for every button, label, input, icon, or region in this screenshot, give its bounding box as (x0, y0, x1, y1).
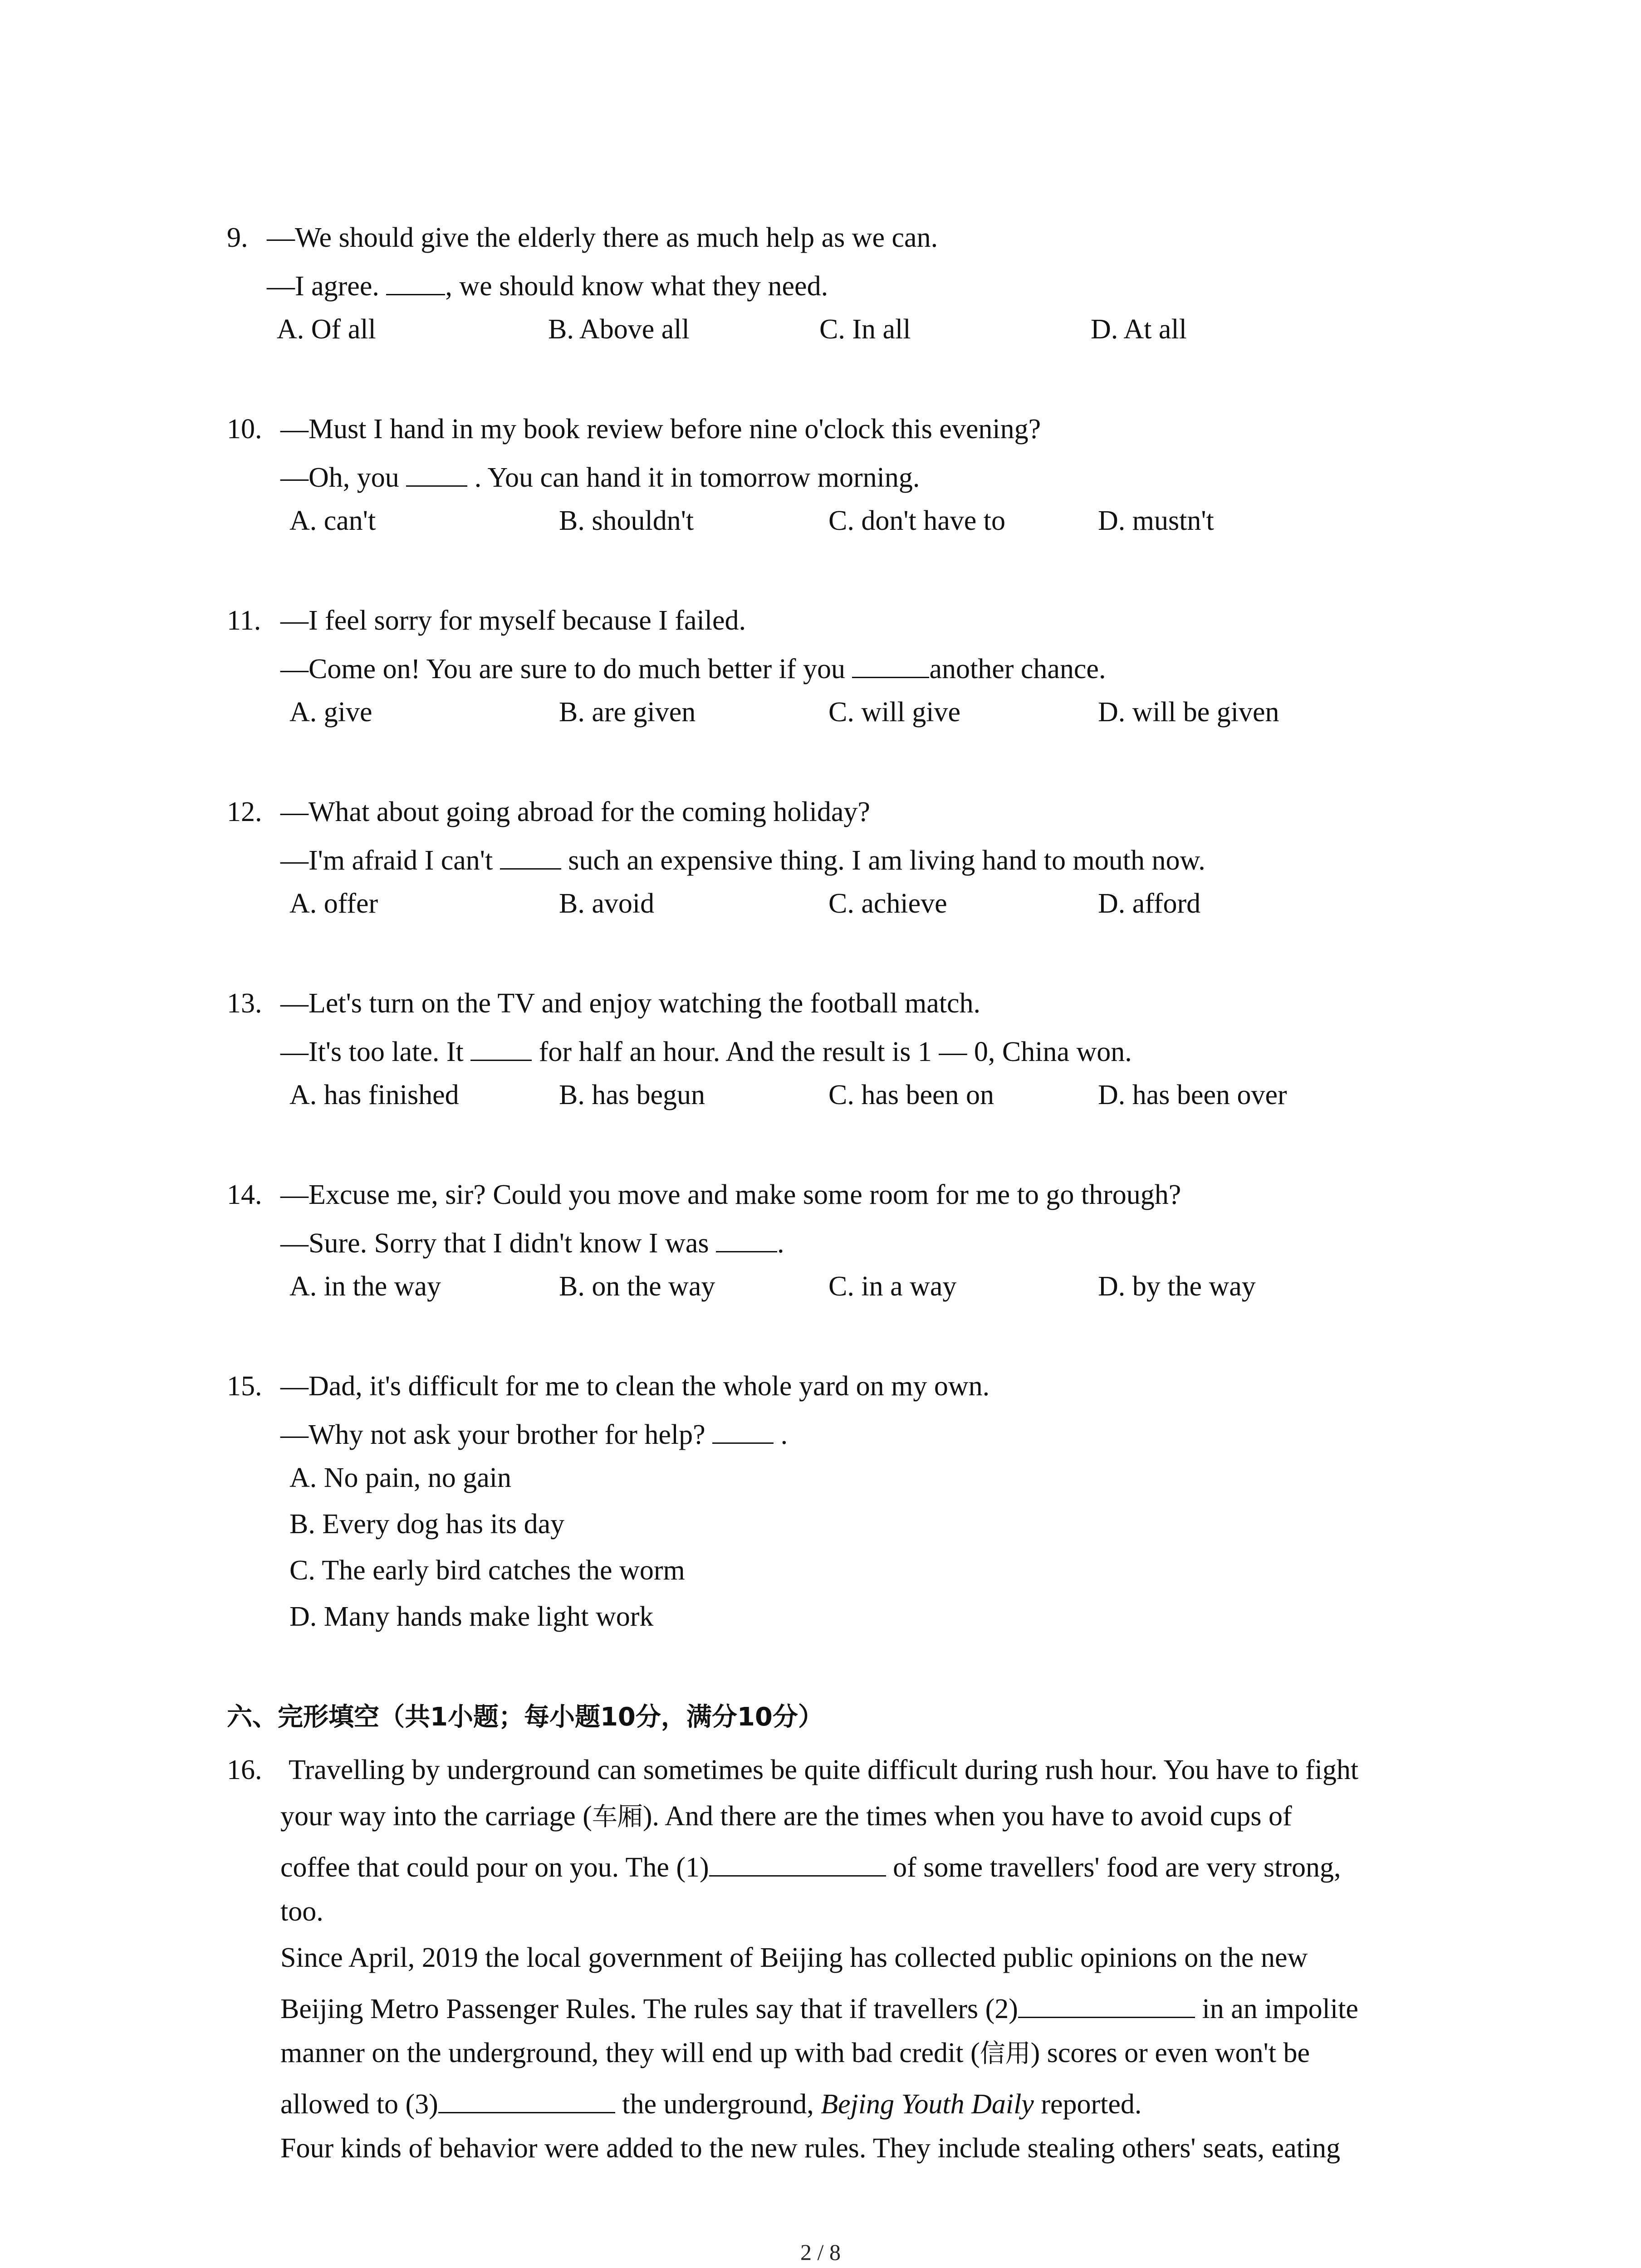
option-b: B. has begun (559, 1080, 705, 1110)
option-a: A. Of all (277, 314, 376, 345)
question-prompt: —Let's turn on the TV and enjoy watching the football match. (280, 988, 981, 1019)
answer-blank (438, 2086, 615, 2113)
answer-blank (470, 1033, 532, 1061)
question-number: 10. (227, 414, 262, 445)
option-d: D. has been over (1098, 1080, 1287, 1110)
option-a: A. has finished (289, 1080, 459, 1110)
question-prompt: —I feel sorry for myself because I failed. (280, 605, 746, 636)
option-a: A. give (289, 697, 372, 728)
passage-line: Four kinds of behavior were added to the new rules. They include stealing others' seats, eating (280, 2133, 1341, 2164)
question-number: 15. (227, 1371, 262, 1402)
page-indicator: 2 / 8 (800, 2239, 841, 2265)
option-c: C. will give (828, 697, 961, 728)
answer-blank (852, 650, 929, 678)
option-a: A. in the way (289, 1271, 441, 1302)
option-c: C. don't have to (828, 505, 1006, 536)
option-d: D. Many hands make light work (289, 1601, 654, 1632)
option-b: B. are given (559, 697, 696, 728)
passage-line: coffee that could pour on you. The (1) of some travellers' food are very strong, (280, 1849, 1341, 1884)
option-b: B. Every dog has its day (289, 1509, 565, 1540)
answer-blank (712, 1416, 774, 1444)
option-a: A. offer (289, 888, 378, 919)
option-b: B. Above all (548, 314, 690, 345)
question-number: 11. (227, 605, 261, 636)
question-prompt: —Excuse me, sir? Could you move and make some room for me to go through? (280, 1179, 1181, 1210)
option-c: C. in a way (828, 1271, 957, 1302)
option-c: C. In all (819, 314, 911, 345)
question-number: 13. (227, 988, 262, 1019)
option-d: D. by the way (1098, 1271, 1256, 1302)
passage-line: Since April, 2019 the local government of Beijing has collected public opinions on the new (280, 1942, 1308, 1973)
option-c: C. has been on (828, 1080, 994, 1110)
option-c: C. The early bird catches the worm (289, 1555, 685, 1586)
answer-blank (406, 459, 467, 487)
question-prompt: —Dad, it's difficult for me to clean the whole yard on my own. (280, 1371, 990, 1402)
question-number: 16. (227, 1755, 262, 1785)
answer-blank (709, 1849, 886, 1877)
question-response: —I agree. , we should know what they need. (267, 268, 828, 303)
option-d: D. mustn't (1098, 505, 1214, 536)
answer-blank (386, 268, 445, 295)
question-number: 9. (227, 222, 248, 253)
option-a: A. No pain, no gain (289, 1462, 512, 1493)
passage-line: allowed to (3) the underground, Bejing Youth Daily reported. (280, 2086, 1141, 2121)
question-response: —I'm afraid I can't such an expensive thing. I am living hand to mouth now. (280, 842, 1205, 877)
question-response: —Oh, you . You can hand it in tomorrow morning. (280, 459, 920, 494)
question-number: 14. (227, 1179, 262, 1210)
option-a: A. can't (289, 505, 376, 536)
passage-line: Travelling by underground can sometimes be quite difficult during rush hour. You have to fight (289, 1755, 1359, 1785)
option-d: D. afford (1098, 888, 1201, 919)
option-b: B. avoid (559, 888, 655, 919)
question-response: —Sure. Sorry that I didn't know I was . (280, 1225, 784, 1260)
section-heading: 六、完形填空（共1小题；每小题10分，满分10分） (227, 1702, 823, 1732)
option-d: D. will be given (1098, 697, 1279, 728)
option-b: B. shouldn't (559, 505, 694, 536)
answer-blank (1018, 1990, 1195, 2018)
option-c: C. achieve (828, 888, 947, 919)
question-number: 12. (227, 797, 262, 827)
question-response: —Come on! You are sure to do much better if you another chance. (280, 650, 1106, 685)
answer-blank (716, 1225, 777, 1252)
passage-line: manner on the underground, they will end up with bad credit (信用) scores or even won't be (280, 2038, 1310, 2068)
option-b: B. on the way (559, 1271, 715, 1302)
newspaper-name: Bejing Youth Daily (821, 2089, 1034, 2120)
answer-blank (500, 842, 561, 870)
question-response: —Why not ask your brother for help? . (280, 1416, 788, 1451)
question-response: —It's too late. It for half an hour. And the result is 1 — 0, China won. (280, 1033, 1132, 1068)
passage-line: too. (280, 1896, 323, 1927)
option-d: D. At all (1091, 314, 1187, 345)
question-prompt: —Must I hand in my book review before nine o'clock this evening? (280, 414, 1041, 445)
passage-line: your way into the carriage (车厢). And there are the times when you have to avoid cups of (280, 1801, 1292, 1832)
question-prompt: —What about going abroad for the coming holiday? (280, 797, 870, 827)
question-prompt: —We should give the elderly there as much help as we can. (267, 222, 938, 253)
passage-line: Beijing Metro Passenger Rules. The rules say that if travellers (2) in an impolite (280, 1990, 1358, 2025)
